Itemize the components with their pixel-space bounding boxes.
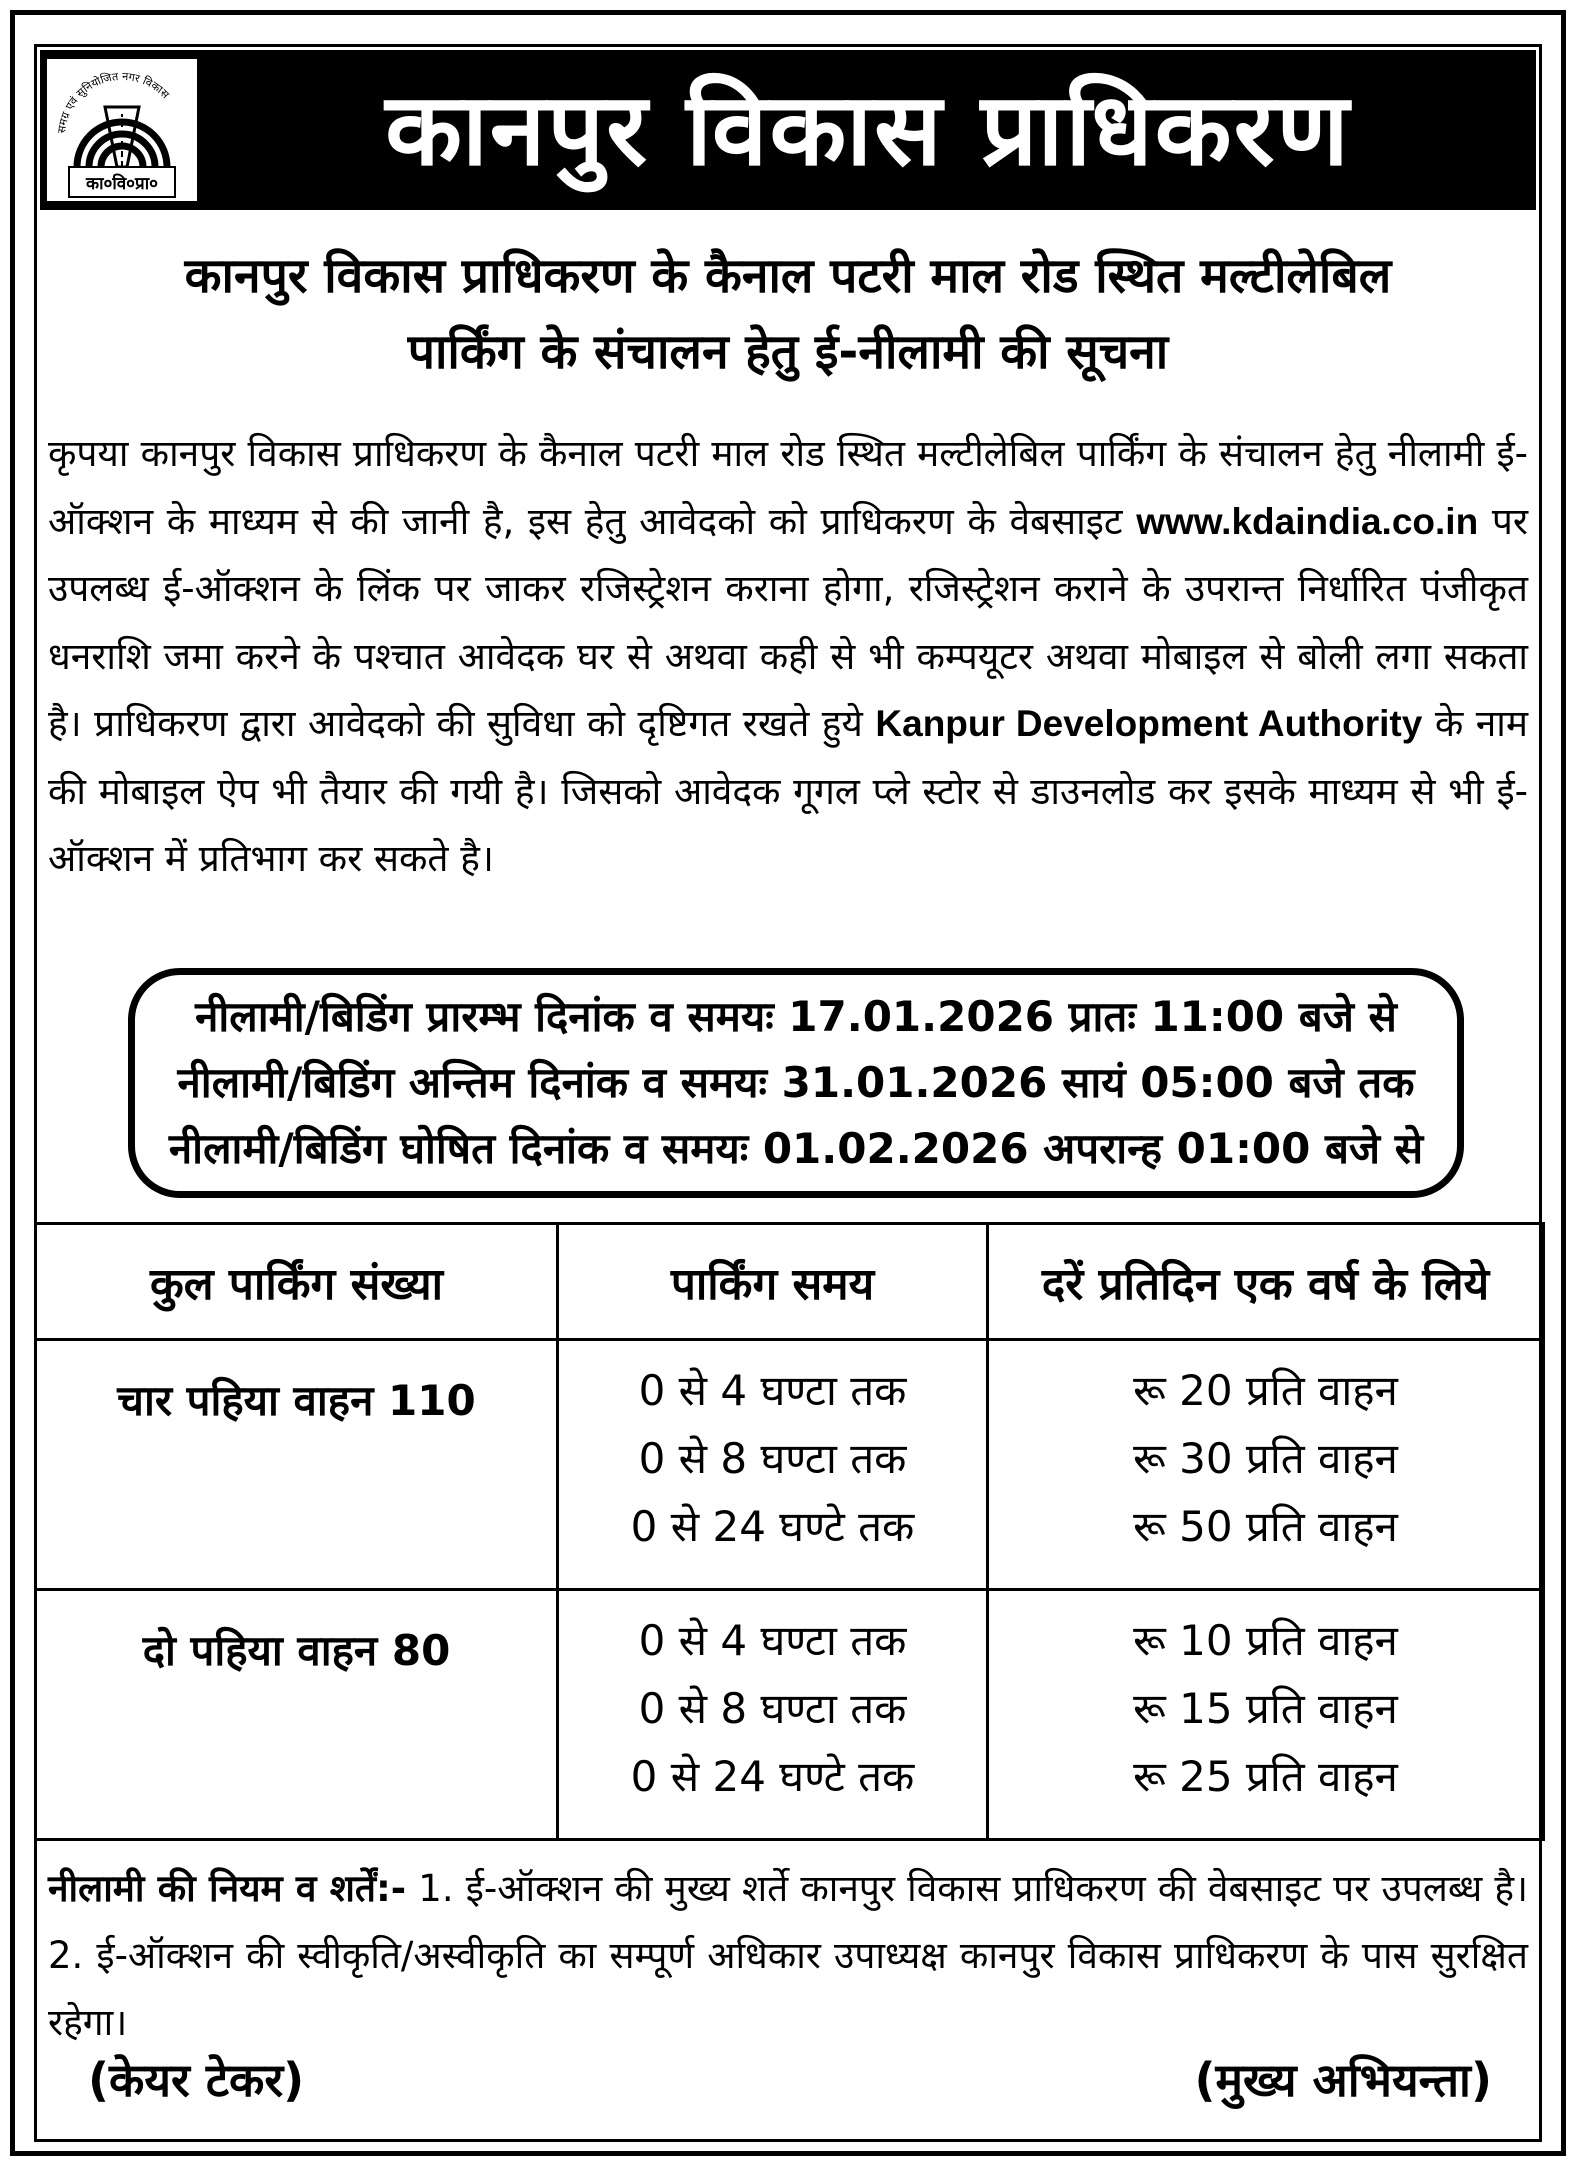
body-part-3: के नाम की मोबाइल ऐप भी तैयार की गयी है। जिसको आवेदक गूगल प्ले स्टोर से डाउनलोड कर इसके माध्यम से भी ई-ऑक्शन में प्रतिभाग कर सकते है। [48,702,1528,880]
time-slot: 0 से 24 घण्टे तक [630,1752,915,1801]
time-slot: 0 से 8 घण्टा तक [638,1434,907,1483]
table-row [36,1340,1544,1590]
rate-value: रू 30 प्रति वाहन [1133,1434,1398,1483]
logo-emblem-icon [47,59,197,201]
rates [988,1340,1544,1590]
page-title: कानपुर विकास प्राधिकरण [385,71,1351,188]
terms-label: नीलामी की नियम व शर्तें:- [48,1867,407,1910]
rate-value: रू 20 प्रति वाहन [1133,1366,1398,1415]
app-name: Kanpur Development Authority [875,703,1423,744]
body-part-2: पर उपलब्ध ई-ऑक्शन के लिंक पर जाकर रजिस्ट्रेशन कराना होगा, रजिस्ट्रेशन कराने के उपरान्त निर्धारित पंजीकृत धनराशि जमा करने के पश्चात आवेदक घर से अथवा कही से भी कम्पयूटर अथवा मोबाइल से बोली लगा सकता है। प्राधिकरण द्वारा आवेदको की सुविधा को दृष्टिगत रखते हुये [48,499,1528,745]
vehicle-category: दो पहिया वाहन 80 [36,1590,558,1840]
time-slot: 0 से 8 घण्टा तक [638,1684,907,1733]
table-header: दरें प्रतिदिन एक वर्ष के लिये [988,1224,1544,1340]
logo-abbr: का०वि०प्रा० [86,174,158,194]
notice-body [48,420,1528,893]
rate-value: रू 50 प्रति वाहन [1133,1502,1398,1551]
schedule-box [128,968,1464,1198]
headline-line-1: कानपुर विकास प्राधिकरण के कैनाल पटरी माल रोड स्थित मल्टीलेबिल [184,248,1392,304]
notice-headline [40,238,1536,390]
table-header: पार्किंग समय [558,1224,988,1340]
time-slot: 0 से 4 घण्टा तक [638,1366,907,1415]
parking-rate-table [34,1222,1545,1841]
terms-text: 1. ई-ऑक्शन की मुख्य शर्ते कानपुर विकास प्राधिकरण की वेबसाइट पर उपलब्ध है। 2. ई-ऑक्शन की स्वीकृति/अस्वीकृति का सम्पूर्ण अधिकार उपाध्यक्ष कानपुर विकास प्राधिकरण के पास सुरक्षित रहेगा। [48,1867,1528,2044]
signature-chief-engineer: (मुख्य अभियन्ता) [1194,2053,1492,2107]
kda-logo [44,56,200,204]
rates [988,1590,1544,1840]
vehicle-category: चार पहिया वाहन 110 [36,1340,558,1590]
body-part-1: कृपया कानपुर विकास प्राधिकरण के कैनाल पटरी माल रोड स्थित मल्टीलेबिल पार्किंग के संचालन हेतु नीलामी ई-ऑक्शन के माध्यम से की जानी है, इस हेतु आवेदको को प्राधिकरण के वेबसाइट [48,432,1528,543]
headline-line-2: पार्किंग के संचालन हेतु ई-नीलामी की सूचना [407,324,1169,380]
rate-value: रू 25 प्रति वाहन [1133,1752,1398,1801]
schedule-end: नीलामी/बिडिंग अन्तिम दिनांक व समयः 31.01.2026 सायं 05:00 बजे तक [177,1058,1415,1107]
terms-section [48,1855,1528,2056]
schedule-start: नीलामी/बिडिंग प्रारम्भ दिनांक व समयः 17.01.2026 प्रातः 11:00 बजे से [195,992,1397,1041]
signature-caretaker: (केयर टेकर) [88,2053,305,2107]
table-header-row [36,1224,1544,1340]
time-slots [558,1340,988,1590]
rate-value: रू 15 प्रति वाहन [1133,1684,1398,1733]
table-header: कुल पार्किंग संख्या [36,1224,558,1340]
schedule-declared: नीलामी/बिडिंग घोषित दिनांक व समयः 01.02.2026 अपरान्ह 01:00 बजे से [168,1124,1424,1173]
time-slot: 0 से 24 घण्टे तक [630,1502,915,1551]
logo-arc-text: समग्र एवं सुनियोजित नगर विकास [55,69,172,134]
table-row [36,1590,1544,1840]
rate-value: रू 10 प्रति वाहन [1133,1616,1398,1665]
time-slots [558,1590,988,1840]
website-link[interactable]: www.kdaindia.co.in [1136,500,1479,542]
time-slot: 0 से 4 घण्टा तक [638,1616,907,1665]
